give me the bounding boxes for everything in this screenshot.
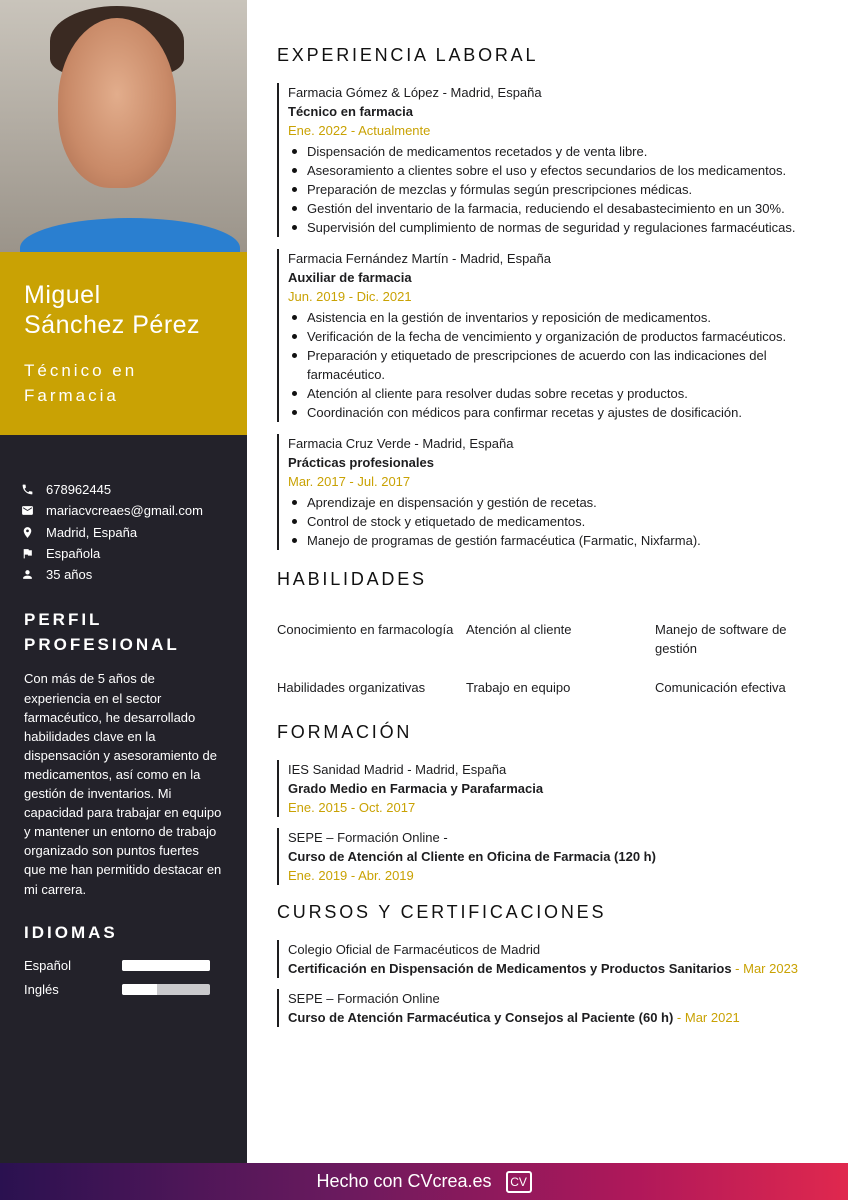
job-dates: Ene. 2022 - Actualmente <box>288 123 431 138</box>
job-bullet: Preparación de mezclas y fórmulas según prescripciones médicas. <box>288 180 827 199</box>
language-level-fill <box>122 960 210 971</box>
candidate-name: Miguel Sánchez Pérez <box>24 281 201 339</box>
perfil-text: Con más de 5 años de experiencia en el sector farmacéutico, he desarrollado habilidades clave en la dispensación y asesoramiento de medicamentos, así como en la gestión de inventarios. Mi capacidad para trabajar en equipo y mantener un entorno de trabajo organizado son puntos fuertes que me han permitido destacar en mi carrera. <box>24 671 222 897</box>
phone-icon <box>20 483 34 497</box>
candidate-role: Técnico en Farmacia <box>24 361 138 405</box>
job-company: Farmacia Cruz Verde - Madrid, España <box>288 436 514 451</box>
job-bullet: Control de stock y etiquetado de medicamentos. <box>288 512 827 531</box>
skills-grid <box>277 620 827 697</box>
course-title: Certificación en Dispensación de Medicamentos y Productos Sanitarios <box>288 961 732 976</box>
education-list <box>277 760 827 885</box>
cursos-heading: CURSOS Y CERTIFICACIONES <box>277 902 607 922</box>
cv-logo-icon: CV <box>506 1171 532 1193</box>
job-company: Farmacia Fernández Martín - Madrid, España <box>288 251 551 266</box>
contact-phone: 678962445 <box>20 479 247 500</box>
footer-banner[interactable] <box>0 1163 848 1200</box>
perfil-heading: PERFIL PROFESIONAL <box>24 610 180 655</box>
job-dates: Jun. 2019 - Dic. 2021 <box>288 289 412 304</box>
course-line <box>288 959 827 978</box>
job-bullets <box>288 308 827 422</box>
idiomas-heading: IDIOMAS <box>24 922 118 942</box>
location-pin-icon <box>20 525 34 539</box>
job-bullet: Manejo de programas de gestión farmacéutica (Farmatic, Nixfarma). <box>288 531 827 550</box>
education-title: Grado Medio en Farmacia y Parafarmacia <box>288 781 544 796</box>
main-content <box>277 0 827 1027</box>
job-title: Auxiliar de farmacia <box>288 270 412 285</box>
profile-photo <box>0 0 247 252</box>
job-company: Farmacia Gómez & López - Madrid, España <box>288 85 542 100</box>
course-entry <box>277 989 827 1027</box>
language-list <box>0 959 247 997</box>
job-bullet: Supervisión del cumplimiento de normas de seguridad y regulaciones farmacéuticas. <box>288 218 827 237</box>
job-bullet: Aprendizaje en dispensación y gestión de recetas. <box>288 493 827 512</box>
experiencia-heading: EXPERIENCIA LABORAL <box>277 45 539 65</box>
job-entry <box>277 83 827 237</box>
language-level-bar <box>122 984 210 995</box>
education-school: SEPE – Formación Online - <box>288 830 448 845</box>
experience-list <box>277 83 827 550</box>
contact-list <box>0 435 247 585</box>
person-icon <box>20 568 34 582</box>
skill-item: Atención al cliente <box>466 622 572 637</box>
course-title: Curso de Atención Farmacéutica y Consejos al Paciente (60 h) <box>288 1010 674 1025</box>
courses-list <box>277 940 827 1027</box>
name-block <box>0 252 247 435</box>
skill-item: Habilidades organizativas <box>277 680 426 695</box>
job-bullets <box>288 142 827 237</box>
course-date: - Mar 2023 <box>731 961 799 976</box>
job-title: Técnico en farmacia <box>288 104 413 119</box>
language-row <box>0 983 247 997</box>
job-bullet: Verificación de la fecha de vencimiento y organización de productos farmacéuticos. <box>288 327 827 346</box>
education-dates: Ene. 2015 - Oct. 2017 <box>288 800 416 815</box>
job-entry <box>277 249 827 422</box>
job-bullet: Asistencia en la gestión de inventarios y reposición de medicamentos. <box>288 308 827 327</box>
habilidades-heading: HABILIDADES <box>277 569 427 589</box>
formacion-heading: FORMACIÓN <box>277 722 413 742</box>
language-level-fill <box>122 984 157 995</box>
job-bullet: Gestión del inventario de la farmacia, reduciendo el desabastecimiento en un 30%. <box>288 199 827 218</box>
contact-nationality: Española <box>20 543 247 564</box>
education-entry <box>277 760 827 817</box>
language-label: Español <box>24 958 71 974</box>
course-line <box>288 1008 827 1027</box>
job-bullets <box>288 493 827 550</box>
job-bullet: Atención al cliente para resolver dudas sobre recetas y productos. <box>288 384 827 403</box>
contact-email: mariacvcreaes@gmail.com <box>20 500 247 521</box>
job-bullet: Asesoramiento a clientes sobre el uso y efectos secundarios de los medicamentos. <box>288 161 827 180</box>
skill-item: Conocimiento en farmacología <box>277 622 454 637</box>
course-date: - Mar 2021 <box>673 1010 740 1025</box>
course-entry <box>277 940 827 978</box>
job-dates: Mar. 2017 - Jul. 2017 <box>288 474 411 489</box>
language-level-bar <box>122 960 210 971</box>
email-icon <box>20 504 34 518</box>
flag-icon <box>20 547 34 561</box>
job-bullet: Coordinación con médicos para confirmar recetas y ajustes de dosificación. <box>288 403 827 422</box>
contact-location: Madrid, España <box>20 522 247 543</box>
job-bullet: Preparación y etiquetado de prescripciones de acuerdo con las indicaciones del farmacéutico. <box>288 346 827 384</box>
language-label: Inglés <box>24 982 59 998</box>
contact-age: 35 años <box>20 564 247 585</box>
job-title: Prácticas profesionales <box>288 455 434 470</box>
skill-item: Trabajo en equipo <box>466 680 571 695</box>
job-bullet: Dispensación de medicamentos recetados y de venta libre. <box>288 142 827 161</box>
skill-item: Manejo de software de gestión <box>655 622 787 656</box>
skill-item: Comunicación efectiva <box>655 680 786 695</box>
education-entry <box>277 828 827 885</box>
education-title: Curso de Atención al Cliente en Oficina de Farmacia (120 h) <box>288 849 656 864</box>
job-entry <box>277 434 827 550</box>
language-row <box>0 959 247 973</box>
sidebar <box>0 0 247 1163</box>
footer-text: Hecho con CVcrea.es <box>316 1171 492 1191</box>
education-dates: Ene. 2019 - Abr. 2019 <box>288 868 414 883</box>
education-school: IES Sanidad Madrid - Madrid, España <box>288 762 507 777</box>
course-org: Colegio Oficial de Farmacéuticos de Madrid <box>288 942 541 957</box>
course-org: SEPE – Formación Online <box>288 991 440 1006</box>
